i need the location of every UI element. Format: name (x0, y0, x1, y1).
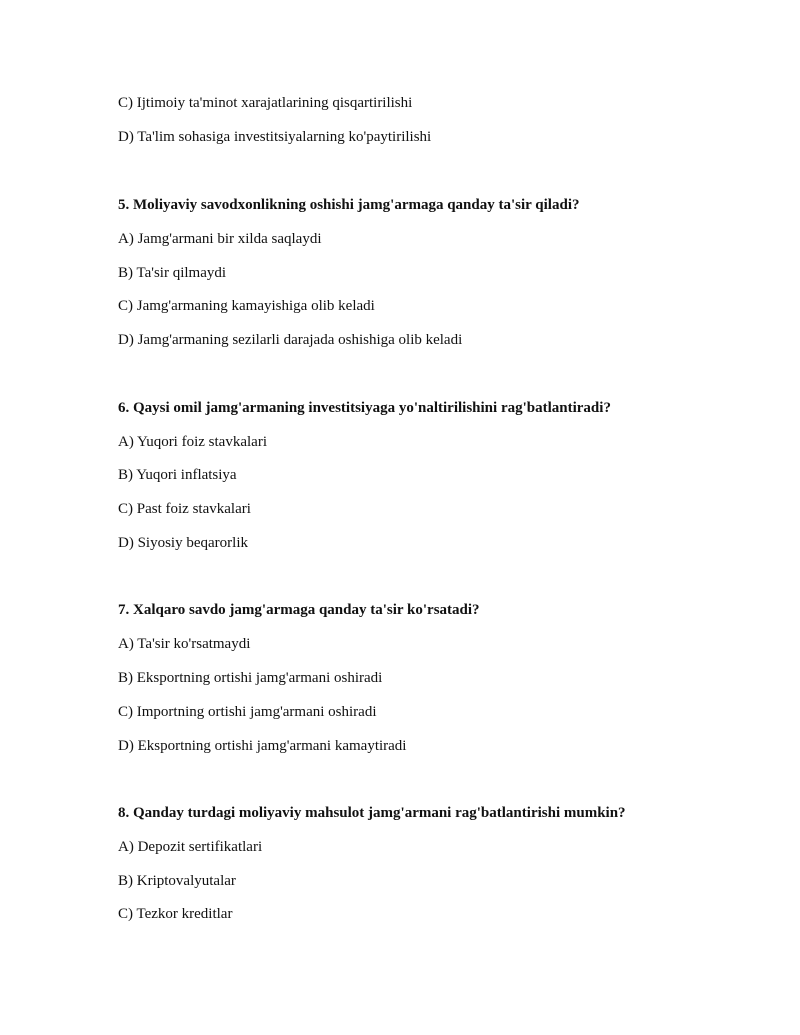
option-7-a: A) Ta'sir ko'rsatmaydi (118, 636, 251, 652)
option-5-b: B) Ta'sir qilmaydi (118, 265, 227, 281)
option-8-b: B) Kriptovalyutalar (118, 873, 236, 889)
question-8: 8. Qanday turdagi moliyaviy mahsulot jamg'armani rag'batlantirishi mumkin? (118, 805, 626, 821)
question-6: 6. Qaysi omil jamg'armaning investitsiyaga yo'naltirilishini rag'batlantiradi? (118, 400, 611, 416)
question-5: 5. Moliyaviy savodxonlikning oshishi jamg'armaga qanday ta'sir qiladi? (118, 197, 580, 213)
question-7: 7. Xalqaro savdo jamg'armaga qanday ta'sir ko'rsatadi? (118, 602, 480, 618)
option-6-c: C) Past foiz stavkalari (118, 501, 251, 517)
option-4-c: C) Ijtimoiy ta'minot xarajatlarining qisqartirilishi (118, 95, 413, 111)
option-6-d: D) Siyosiy beqarorlik (118, 535, 248, 551)
option-6-b: B) Yuqori inflatsiya (118, 467, 237, 483)
option-5-a: A) Jamg'armani bir xilda saqlaydi (118, 231, 322, 247)
option-7-d: D) Eksportning ortishi jamg'armani kamaytiradi (118, 738, 407, 754)
option-5-c: C) Jamg'armaning kamayishiga olib keladi (118, 298, 375, 314)
option-5-d: D) Jamg'armaning sezilarli darajada oshishiga olib keladi (118, 332, 463, 348)
option-7-b: B) Eksportning ortishi jamg'armani oshiradi (118, 670, 383, 686)
option-7-c: C) Importning ortishi jamg'armani oshiradi (118, 704, 377, 720)
option-4-d: D) Ta'lim sohasiga investitsiyalarning ko'paytirilishi (118, 129, 432, 145)
option-8-a: A) Depozit sertifikatlari (118, 839, 263, 855)
option-8-c: C) Tezkor kreditlar (118, 906, 233, 922)
option-6-a: A) Yuqori foiz stavkalari (118, 434, 267, 450)
